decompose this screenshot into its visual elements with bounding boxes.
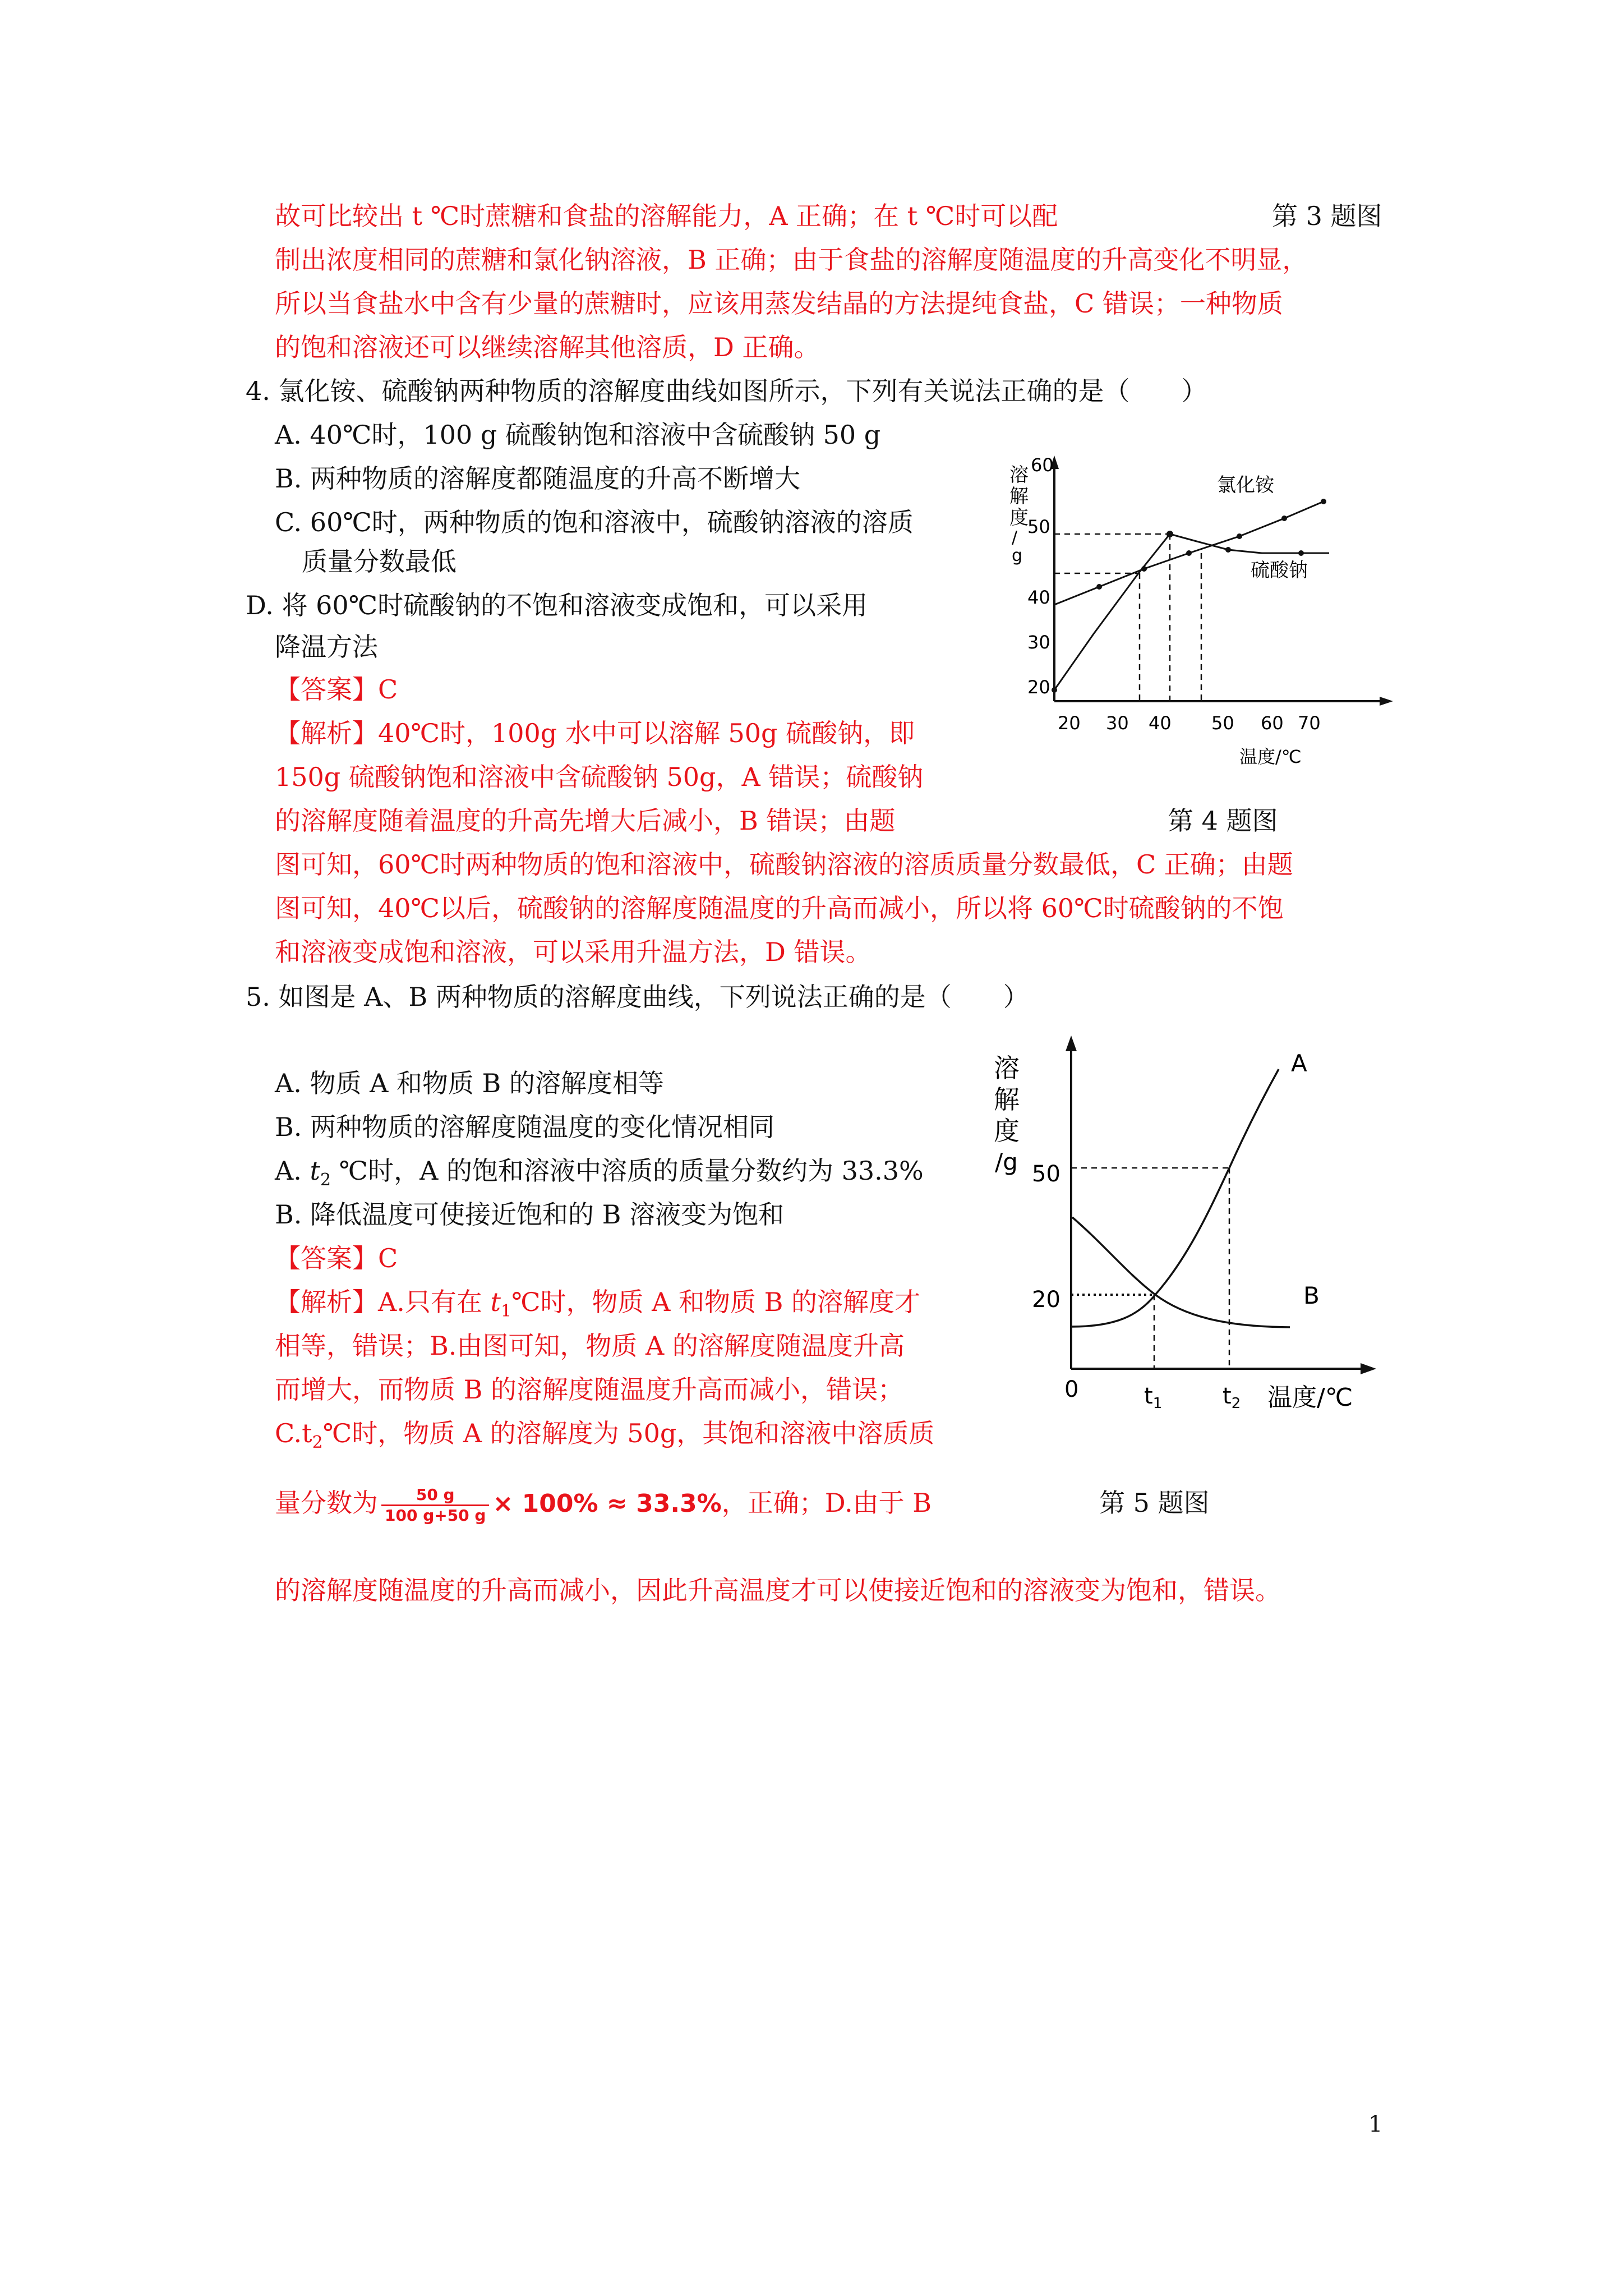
q5-ylabel-1: 溶 <box>994 1053 1020 1083</box>
q4-xtick-50: 50 <box>1211 712 1234 734</box>
q5-stem: 5. 如图是 A、B 两种物质的溶解度曲线，下列说法正确的是（ ） <box>246 982 1029 1012</box>
q4-stem: 4. 氯化铵、硫酸钠两种物质的溶解度曲线如图所示，下列有关说法正确的是（ ） <box>246 376 1207 406</box>
q4-xtick-40: 40 <box>1149 712 1172 734</box>
q4-xtick-20: 20 <box>1058 712 1081 734</box>
q4-solubility-chart <box>1004 449 1408 774</box>
q5-answer: 【答案】C <box>275 1243 398 1273</box>
page-number: 1 <box>1368 2111 1383 2137</box>
q5-origin: 0 <box>1064 1377 1079 1402</box>
q4-analysis-6: 和溶液变成饱和溶液，可以采用升温方法，D 错误。 <box>275 937 872 967</box>
q5-ytick-50: 50 <box>1032 1161 1061 1187</box>
q5-xtick-t2: $t_2$ <box>1223 1383 1241 1412</box>
q3-line-4: 的饱和溶液还可以继续溶解其他溶质，D 正确。 <box>275 332 820 362</box>
q4-option-c-cont: 质量分数最低 <box>302 546 457 577</box>
q3-line-2: 制出浓度相同的蔗糖和氯化钠溶液，B 正确；由于食盐的溶解度随温度的升高变化不明显， <box>275 245 1308 275</box>
q4-caption: 第 4 题图 <box>1168 806 1278 836</box>
q4-ylabel-2: 解 <box>1009 485 1029 508</box>
q5-fraction: $\frac{50 g}{100 g+50 g}$ <box>381 1485 489 1525</box>
q3-caption: 第 3 题图 <box>1272 201 1382 231</box>
q4-answer: 【答案】C <box>275 674 398 705</box>
q5-analysis-6: 的溶解度随温度的升高而减小，因此升高温度才可以使接近饱和的溶液变为饱和，错误。 <box>275 1575 1281 1605</box>
q5-curve-b-label: B <box>1303 1282 1320 1309</box>
q4-ytick-40: 40 <box>1027 587 1050 608</box>
q4-xtick-60: 60 <box>1261 712 1284 734</box>
q4-series-label-ammonium: 氯化铵 <box>1217 474 1274 496</box>
q4-ytick-30: 30 <box>1027 632 1050 653</box>
q5-analysis-4: $C.t_2℃$时，物质 A 的溶解度为 50g，其饱和溶液中溶质质 <box>275 1418 935 1453</box>
q4-xtick-30: 30 <box>1106 712 1129 734</box>
q5-option-c: A. $t_2$ ℃时，A 的饱和溶液中溶质的质量分数约为 33.3% <box>275 1156 924 1190</box>
q4-ytick-60: 60 <box>1031 454 1054 476</box>
q4-analysis-2: 150g 硫酸钠饱和溶液中含硫酸钠 50g，A 错误；硫酸钠 <box>275 762 924 792</box>
q4-ytick-20: 20 <box>1027 677 1050 698</box>
q5-ylabel-3: 度 <box>994 1116 1020 1146</box>
q5-analysis-2: 相等，错误；B.由图可知，物质 A 的溶解度随温度升高 <box>275 1331 905 1361</box>
q5-ytick-20: 20 <box>1032 1287 1061 1313</box>
q4-sulfate-points <box>1052 531 1304 693</box>
q4-ylabel-5: g <box>1012 546 1023 565</box>
q3-line-3: 所以当食盐水中含有少量的蔗糖时，应该用蒸发结晶的方法提纯食盐，C 错误；一种物质 <box>275 288 1283 319</box>
q4-analysis-3: 的溶解度随着温度的升高先增大后减小，B 错误；由题 <box>275 806 896 836</box>
q5-option-d: B. 降低温度可使接近饱和的 B 溶液变为饱和 <box>275 1199 785 1230</box>
q4-option-c: C. 60℃时，两种物质的饱和溶液中，硫酸钠溶液的溶质 <box>275 507 914 537</box>
q5-xtick-t1: $t_1$ <box>1144 1383 1163 1412</box>
q4-xlabel: 温度/℃ <box>1239 746 1302 767</box>
q5-option-a: A. 物质 A 和物质 B 的溶解度相等 <box>275 1068 664 1098</box>
q5-solubility-chart <box>976 1032 1380 1425</box>
q4-ylabel-1: 溶 <box>1009 464 1029 486</box>
q4-option-b: B. 两种物质的溶解度都随温度的升高不断增大 <box>275 463 801 494</box>
q4-x-arrow <box>1380 697 1393 706</box>
q5-curve-a <box>1071 1069 1279 1327</box>
q5-y-arrow <box>1066 1036 1077 1051</box>
q4-ylabel-4: / <box>1012 528 1018 547</box>
q5-xlabel: 温度/℃ <box>1267 1383 1353 1412</box>
q4-analysis-5: 图可知，40℃以后，硫酸钠的溶解度随温度的升高而减小，所以将 60℃时硫酸钠的不饱 <box>275 893 1284 923</box>
q5-analysis-5: 量分数为 $\frac{50 g}{100 g+50 g}$ × 100% ≈ 33.3%，正确；D.由于 B <box>275 1485 932 1525</box>
q5-analysis-3: 而增大，而物质 B 的溶解度随温度升高而减小，错误； <box>275 1374 904 1405</box>
q4-analysis-4: 图可知，60℃时两种物质的饱和溶液中，硫酸钠溶液的溶质质量分数最低，C 正确；由题 <box>275 849 1293 880</box>
q3-line-1: 故可比较出 t ℃时蔗糖和食盐的溶解能力，A 正确；在 t ℃时可以配 <box>275 201 1058 231</box>
q4-analysis-1: 【解析】40℃时，100g 水中可以溶解 50g 硫酸钠，即 <box>275 718 915 748</box>
q4-option-a: A. 40℃时，100 g 硫酸钠饱和溶液中含硫酸钠 50 g <box>275 420 881 450</box>
q5-curve-b <box>1072 1217 1290 1327</box>
q4-series-sodium-sulfate <box>1054 534 1329 690</box>
q5-option-b: B. 两种物质的溶解度随温度的变化情况相同 <box>275 1112 775 1142</box>
q5-x-arrow <box>1361 1363 1376 1374</box>
q4-xtick-70: 70 <box>1298 712 1321 734</box>
q5-caption: 第 5 题图 <box>1099 1488 1210 1518</box>
q4-option-d-cont: 降温方法 <box>275 632 378 662</box>
q4-ytick-50: 50 <box>1027 516 1050 537</box>
q5-ylabel-2: 解 <box>994 1084 1020 1115</box>
q5-ylabel-4: /g <box>995 1148 1018 1176</box>
q5-analysis-1: 【解析】A.只有在 $t_1℃$时，物质 A 和物质 B 的溶解度才 <box>275 1287 921 1322</box>
q4-series-label-sulfate: 硫酸钠 <box>1251 559 1308 582</box>
q4-ylabel-3: 度 <box>1009 507 1029 529</box>
q5-curve-a-label: A <box>1291 1050 1307 1077</box>
q4-option-d: D. 将 60℃时硫酸钠的不饱和溶液变成饱和，可以采用 <box>246 590 868 620</box>
